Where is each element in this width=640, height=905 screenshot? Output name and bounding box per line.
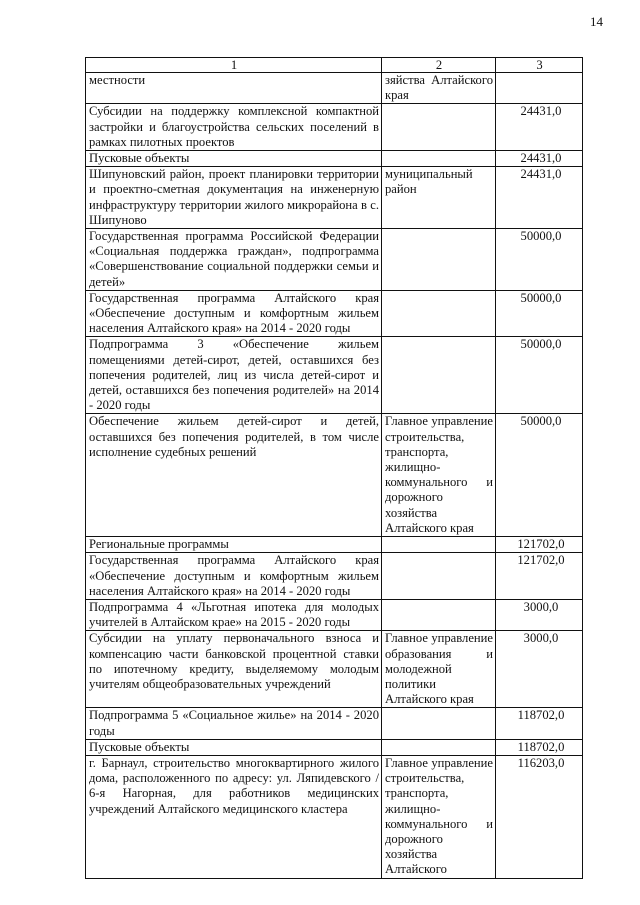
row-name-cell: Подпрограмма 5 «Социальное жилье» на 2014 - 2020 годы [86,708,382,739]
row-amount-cell: 121702,0 [496,537,583,553]
table-row [86,167,583,229]
row-name-cell: Пусковые объекты [86,739,382,755]
row-executor-cell [382,537,496,553]
row-name-cell: Государственная программа Алтайского края «Обеспечение доступным и комфортным жильем населения Алтайского края» на 2014 - 2020 годы [86,290,382,337]
row-amount-cell: 3000,0 [496,631,583,708]
row-name-cell: Пусковые объекты [86,151,382,167]
row-executor-cell [382,151,496,167]
table-row [86,537,583,553]
table-row [86,73,583,104]
row-executor-cell: муниципальный район [382,167,496,229]
row-amount-cell [496,73,583,104]
budget-table [85,57,583,879]
header-col-2: 2 [382,58,496,73]
table-row [86,708,583,739]
row-executor-cell [382,104,496,151]
row-amount-cell: 116203,0 [496,755,583,878]
row-name-cell: Подпрограмма 3 «Обеспечение жильем помещениями детей-сирот, детей, оставшихся без попечения родителей, лиц из числа детей-сирот и детей, оставшихся без попечения родителей» на 2014 - 2020 годы [86,337,382,414]
page-number: 14 [590,14,603,29]
row-executor-cell [382,290,496,337]
row-amount-cell: 118702,0 [496,739,583,755]
table-row [86,553,583,600]
row-name-cell: Обеспечение жильем детей-сирот и детей, оставшихся без попечения родителей, в том числе исполнение судебных решений [86,414,382,537]
table-row [86,739,583,755]
row-amount-cell: 50000,0 [496,290,583,337]
row-executor-cell [382,599,496,630]
table-row [86,290,583,337]
row-name-cell: Государственная программа Российской Федерации «Социальная поддержка граждан», подпрограмма «Совершенствование социальной поддержки семьи и детей» [86,229,382,291]
table-row [86,599,583,630]
table-row [86,755,583,878]
header-col-1: 1 [86,58,382,73]
table-row [86,104,583,151]
row-amount-cell: 50000,0 [496,229,583,291]
table-row [86,414,583,537]
row-executor-cell: Главное управление образования и молодежной политики Алтайского края [382,631,496,708]
row-executor-cell: Главное управление строительства, транспорта, жилищно-коммунального и дорожного хозяйства Алтайского [382,755,496,878]
row-executor-cell [382,553,496,600]
table-header-row [86,58,583,73]
row-name-cell: Субсидии на уплату первоначального взноса и компенсацию части банковской процентной ставки по ипотечному кредиту, выделяемому молодым учителям общеобразовательных учреждений [86,631,382,708]
row-executor-cell [382,337,496,414]
row-name-cell: Государственная программа Алтайского края «Обеспечение доступным и комфортным жильем населения Алтайского края» на 2014 - 2020 годы [86,553,382,600]
row-executor-cell [382,229,496,291]
row-name-cell: Региональные программы [86,537,382,553]
row-name-cell: Подпрограмма 4 «Льготная ипотека для молодых учителей в Алтайском крае» на 2015 - 2020 годы [86,599,382,630]
row-name-cell: Субсидии на поддержку комплексной компактной застройки и благоустройства сельских поселений в рамках пилотных проектов [86,104,382,151]
row-amount-cell: 50000,0 [496,337,583,414]
row-amount-cell: 24431,0 [496,167,583,229]
table-row [86,337,583,414]
row-executor-cell [382,708,496,739]
row-amount-cell: 121702,0 [496,553,583,600]
table-body [86,58,583,879]
row-name-cell: Шипуновский район, проект планировки территории и проектно-сметная документация на инженерную инфраструктуру территории жилого микрорайона в с. Шипуново [86,167,382,229]
row-executor-cell: зяйства Алтайского края [382,73,496,104]
table-row [86,631,583,708]
row-amount-cell: 3000,0 [496,599,583,630]
row-amount-cell: 24431,0 [496,104,583,151]
row-amount-cell: 118702,0 [496,708,583,739]
row-name-cell: местности [86,73,382,104]
row-amount-cell: 24431,0 [496,151,583,167]
row-executor-cell [382,739,496,755]
table-row [86,151,583,167]
row-executor-cell: Главное управление строительства, транспорта, жилищно-коммунального и дорожного хозяйства Алтайского края [382,414,496,537]
table-row [86,229,583,291]
row-amount-cell: 50000,0 [496,414,583,537]
row-name-cell: г. Барнаул, строительство многоквартирного жилого дома, расположенного по адресу: ул. Ляпидевского / 6-я Нагорная, для работников медицинских учреждений Алтайского медицинского кластера [86,755,382,878]
header-col-3: 3 [496,58,583,73]
